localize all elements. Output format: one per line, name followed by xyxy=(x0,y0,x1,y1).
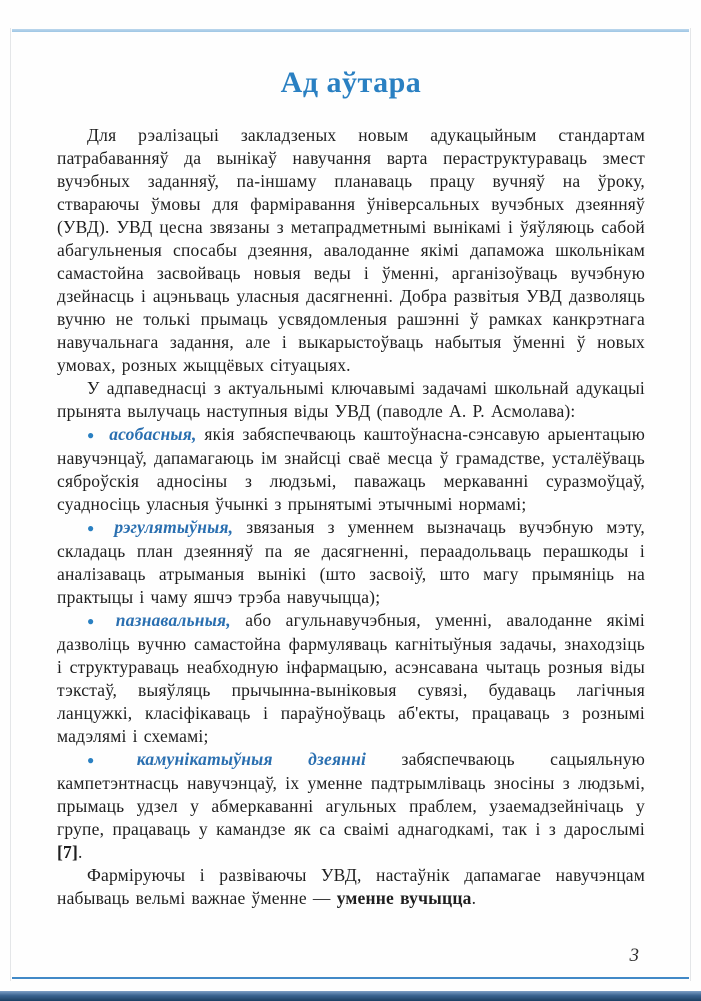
closing-tail: . xyxy=(471,888,477,908)
closing-paragraph xyxy=(57,864,645,910)
bullet-icon: ● xyxy=(87,521,102,535)
bullet-term: пазнавальныя, xyxy=(115,610,231,630)
bullet-text: забяспечваюць сацыяльную кампетэнтнасць навучэнцаў, іх уменне падтрымліваць зносіны з людзьмі, прымаць удзел у абмеркаванні агульных праблем, узаемадзейнічаць у групе, працаваць у камандзе як са сваімі аднагодкамі, так і з дарослымі xyxy=(57,749,645,839)
page-bottom-edge xyxy=(0,991,701,1001)
bullet-icon: ● xyxy=(87,428,97,442)
paragraph-uvd-types: У адпаведнасці з актуальнымі ключавымі задачамі школьнай адукацыі прынята вылучаць наступныя віды УВД (паводле А. Р. Асмолава): xyxy=(57,378,645,421)
bullet-item-communicative xyxy=(57,748,645,864)
page-content xyxy=(57,124,645,910)
bottom-border-line xyxy=(12,977,689,979)
bullet-item-cognitive xyxy=(57,609,645,748)
bullet-icon: ● xyxy=(87,753,124,767)
bullet-text-tail: . xyxy=(78,842,83,862)
reference-citation: [7] xyxy=(57,842,79,862)
bullet-text: якія забяспечваюць каштоўнасна-сэнсавую арыентацыю навучэнцаў, дапамагаюць ім знайсці сваё месца ў грамадстве, усталёўваць сяброўскія адносіны з людзьмі, паважаць меркаванні суразмоўцаў, суадносіць уласныя ўчынкі з прынятымі этычнымі нормамі; xyxy=(57,424,645,514)
bullet-term: камунікатыўныя дзеянні xyxy=(136,749,367,769)
top-border-line xyxy=(12,29,689,32)
closing-text: Фарміруючы і развіваючы УВД, настаўнік дапамагае навучэнцам набываць вельмі важнае ўменне — xyxy=(57,865,645,908)
bullet-icon: ● xyxy=(87,614,103,628)
bullet-term: рэгулятыўныя, xyxy=(114,517,234,537)
learn-to-learn-bold: уменне вучыцца xyxy=(336,888,472,908)
bullet-item-regulatory xyxy=(57,516,645,609)
page-title: Ад аўтара xyxy=(280,66,422,99)
page-number: 3 xyxy=(629,945,639,966)
bullet-item-personal xyxy=(57,423,645,516)
bullet-term: асобасныя, xyxy=(109,424,197,444)
paragraph-intro: Для рэалізацыі закладзеных новым адукацыйным стандартам патрабаванняў да вынікаў навучання варта пераструктураваць змест вучэбных заданняў, па-іншаму планаваць працу вучняў на ўроку, ствараючы ўмовы для фарміравання ўніверсальных вучэбных дзеянняў (УВД). УВД цесна звязаны з метапрадметнымі вынікамі і ўяўляюць сабой абагульненыя спосабы дзеяння, авалоданне якімі дапаможа школьнікам самастойна засвойваць новыя веды і ўменні, арганізоўваць вучэбную дзейнасць і ацэньваць уласныя дасягненні. Добра развітыя УВД дазволяць вучню не толькі прымаць усвядомленыя рашэнні ў рамках канкрэтнага навучальнага задання, але і выкарыстоўваць набытыя ўменні ў новых умовах, розных жыццёвых сітуацыях. xyxy=(57,125,645,375)
bullet-text: або агульнавучэбныя, уменні, авалоданне якімі дазволіць вучню самастойна фармуляваць кагнітыўныя задачы, знаходзіць і структураваць неабходную інфармацыю, асэнсавана чытаць розныя віды тэкстаў, выяўляць прычынна-выніковыя сувязі, будаваць лагічныя ланцужкі, класіфікаваць і параўноўваць аб'екты, працаваць з рознымі мадэлямі і схемамі; xyxy=(57,610,645,746)
bullet-text: звязаныя з уменнем вызначаць вучэбную мэту, складаць план дзеянняў па яе дасягненні, пераадольваць перашкоды і аналізаваць атрыманыя вынікі (што засвоіў, што магу прымяніць на практыцы і чаму яшчэ трэба навучыцца); xyxy=(57,517,645,607)
